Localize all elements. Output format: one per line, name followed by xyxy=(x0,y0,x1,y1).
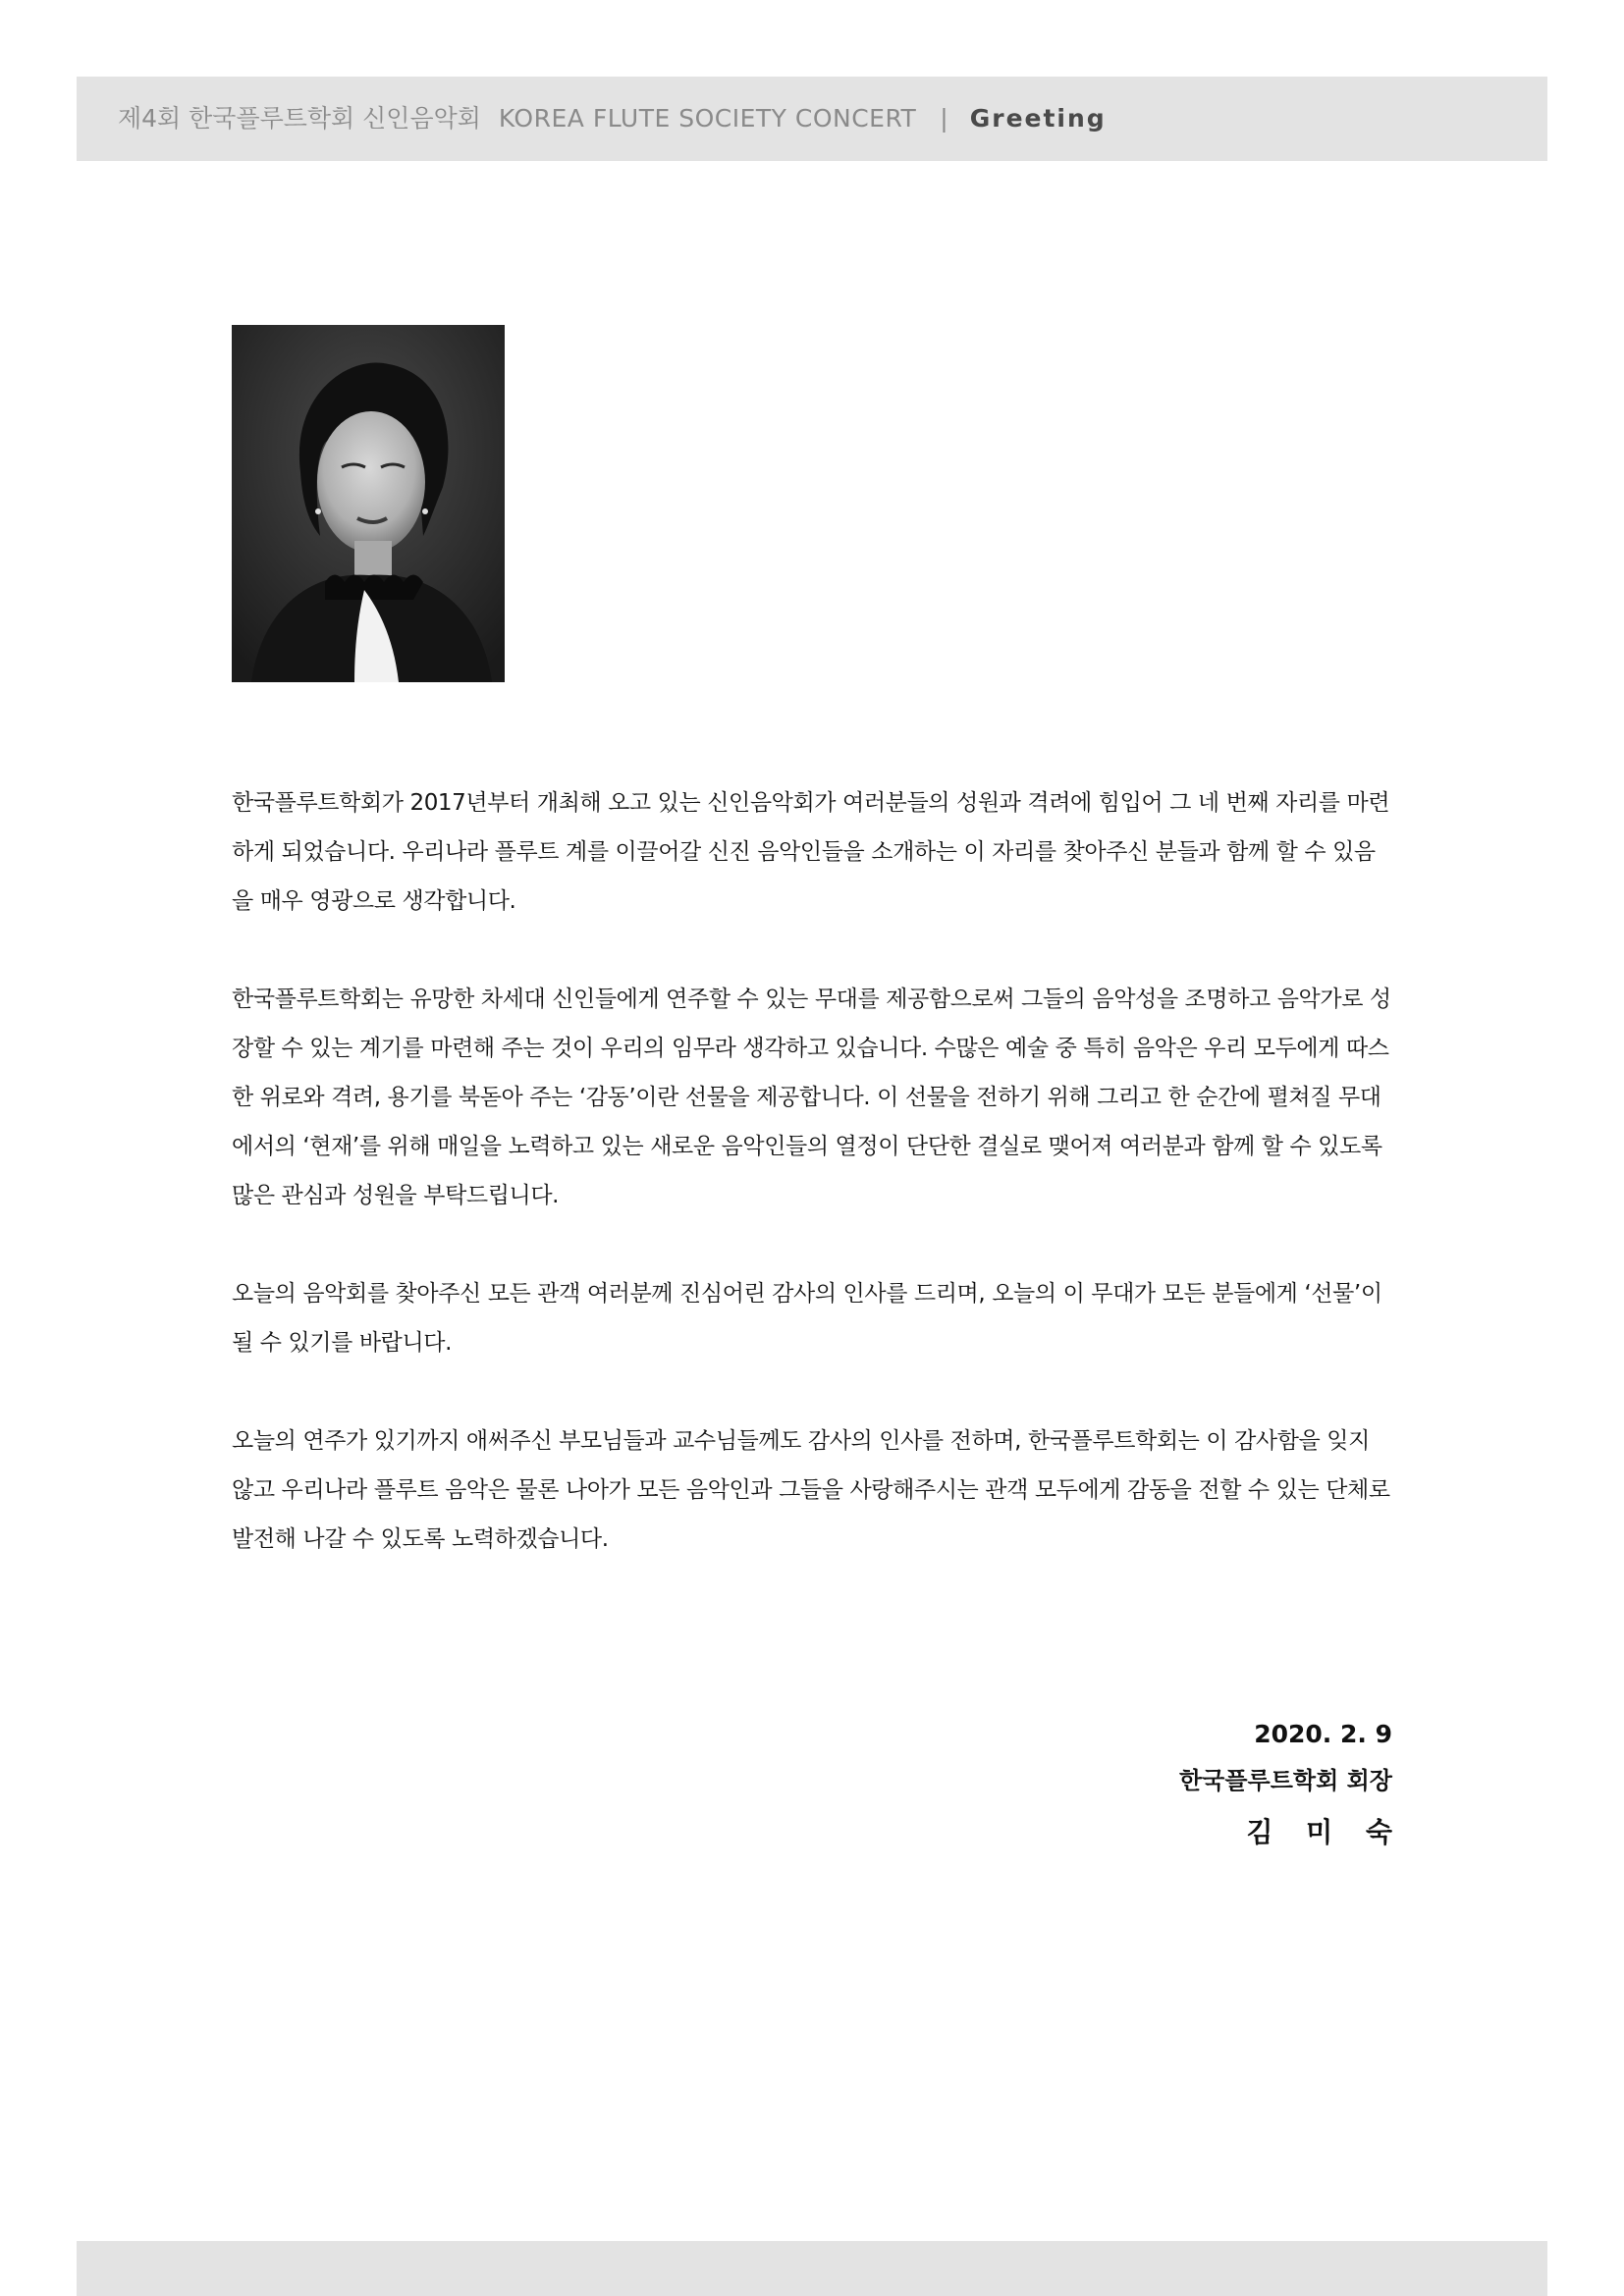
signature-block xyxy=(1178,1713,1404,1860)
page-footer xyxy=(77,2241,1547,2296)
signature-name: 김 미 숙 xyxy=(1246,1816,1404,1848)
greeting-paragraph: 한국플루트학회는 유망한 차세대 신인들에게 연주할 수 있는 무대를 제공함으로써 그들의 음악성을 조명하고 음악가로 성장할 수 있는 계기를 마련해 주는 것이 우리의 임무라 생각하고 있습니다. 수많은 예술 중 특히 음악은 우리 모두에게 따스한 위로와 격려, 용기를 북돋아 주는 ‘감동’이란 선물을 제공합니다. 이 선물을 전하기 위해 그리고 한 순간에 펼쳐질 무대에서의 ‘현재’를 위해 매일을 노력하고 있는 새로운 음악인들의 열정이 단단한 결실로 맺어져 여러분과 함께 할 수 있도록 많은 관심과 성원을 부탁드립니다. xyxy=(232,987,1391,1208)
header-title-ko: 제4회 한국플루트학회 신인음악회 xyxy=(118,104,481,133)
signature-date: 2020. 2. 9 xyxy=(1254,1720,1392,1748)
greeting-paragraph: 오늘의 연주가 있기까지 애써주신 부모님들과 교수님들께도 감사의 인사를 전하며, 한국플루트학회는 이 감사함을 잊지 않고 우리나라 플루트 음악은 물론 나아가 모든 음악인과 그들을 사랑해주시는 관객 모두에게 감동을 전할 수 있는 단체로 발전해 나갈 수 있도록 노력하겠습니다. xyxy=(232,1428,1390,1552)
greeting-paragraph: 오늘의 음악회를 찾아주신 모든 관객 여러분께 진심어린 감사의 인사를 드리며, 오늘의 이 무대가 모든 분들에게 ‘선물’이 될 수 있기를 바랍니다. xyxy=(232,1281,1382,1356)
header-title-en: KOREA FLUTE SOCIETY CONCERT xyxy=(498,104,917,133)
portrait-photo xyxy=(232,325,505,682)
portrait-photo-bw-icon xyxy=(232,325,505,682)
header-text xyxy=(118,77,1107,161)
header-separator: | xyxy=(940,104,948,133)
header-section-label: Greeting xyxy=(969,104,1107,133)
greeting-paragraph: 한국플루트학회가 2017년부터 개최해 오고 있는 신인음악회가 여러분들의 성원과 격려에 힘입어 그 네 번째 자리를 마련하게 되었습니다. 우리나라 플루트 계를 이끌어갈 신진 음악인들을 소개하는 이 자리를 찾아주신 분들과 함께 할 수 있음을 매우 영광으로 생각합니다. xyxy=(232,790,1390,914)
page-header xyxy=(77,77,1547,161)
greeting-body xyxy=(232,778,1392,1613)
signature-organization: 한국플루트학회 회장 xyxy=(1178,1767,1392,1794)
